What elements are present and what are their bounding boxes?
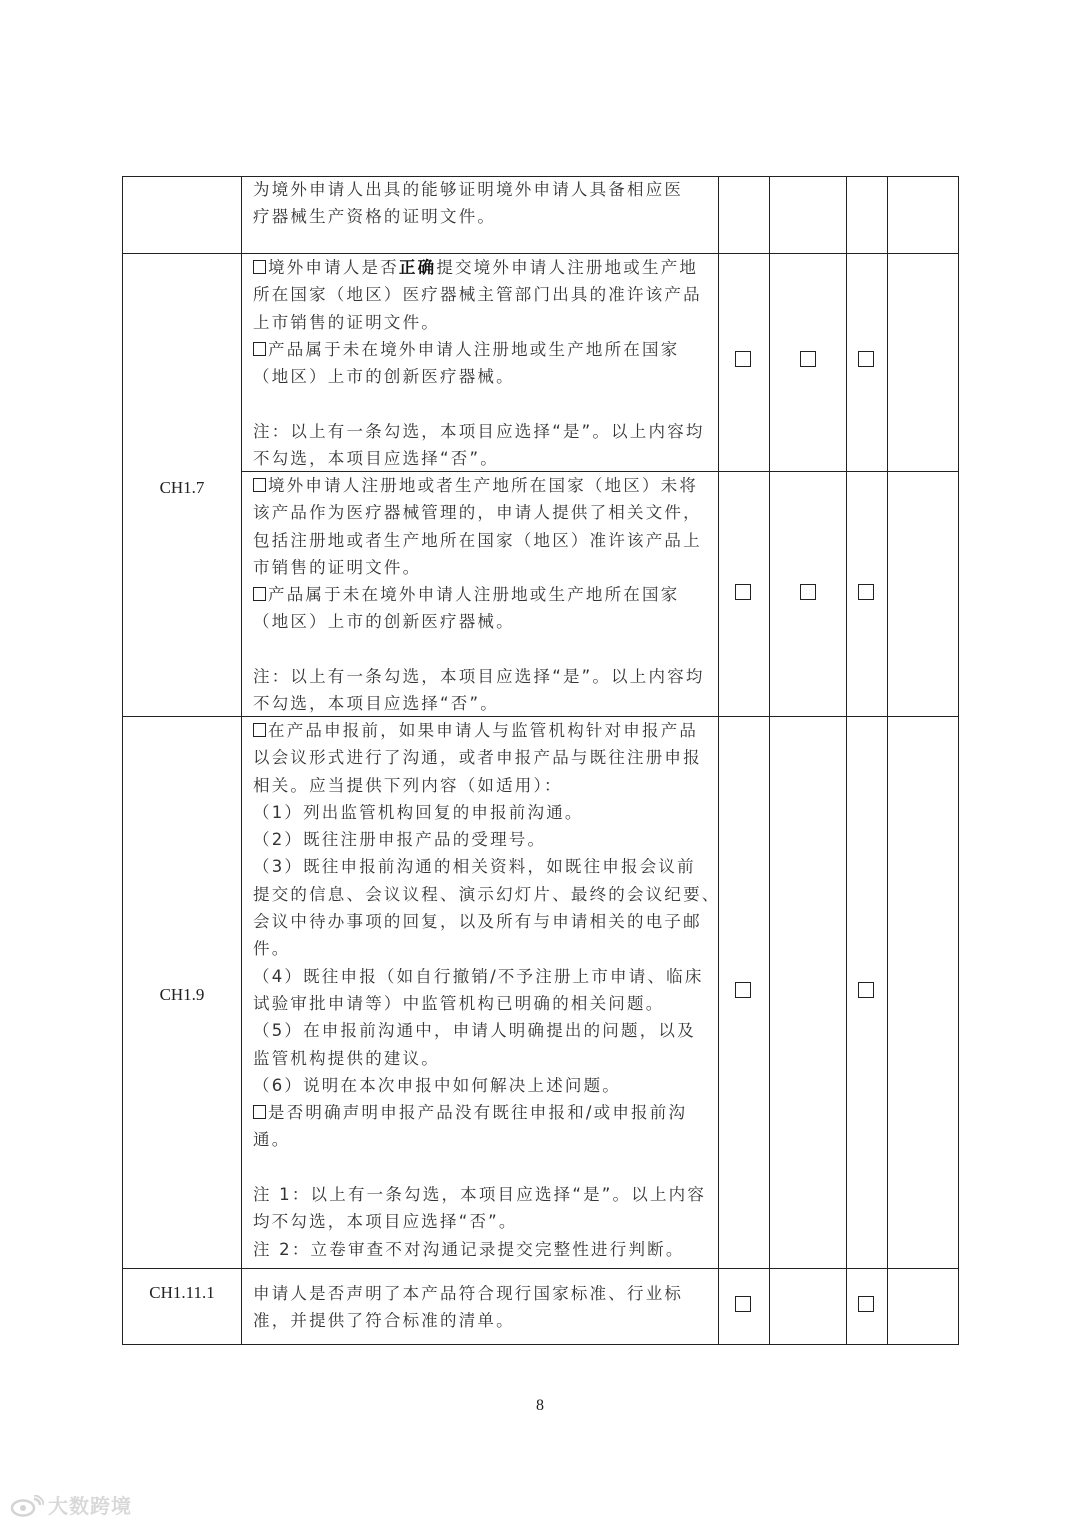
note-line: 均不勾选，本项目应选择“否”。 [253,1212,518,1232]
checkbox-col3-row3[interactable] [858,982,874,998]
text-line: 准，并提供了符合标准的清单。 [253,1311,515,1331]
checkbox-col3-row2[interactable] [858,584,874,600]
text-line: （1）列出监管机构回复的申报前沟通。 [253,802,584,822]
text-line: （5）在申报前沟通中，申请人明确提出的问题，以及 [253,1021,696,1041]
text-line: 在产品申报前，如果申请人与监管机构针对申报产品 [253,717,713,744]
item-code: CH1.7 [159,478,205,497]
text-line: 境外申请人是否正确提交境外申请人注册地或生产地 [253,254,713,281]
checkbox-col1-row3[interactable] [735,982,751,998]
weibo-logo-icon [10,1495,44,1517]
note-line: 注：以上有一条勾选，本项目应选择“是”。以上内容均 [253,667,705,687]
checkbox-col1-row4[interactable] [735,1296,751,1312]
text-line: 试验审批申请等）中监管机构已明确的相关问题。 [253,993,665,1013]
watermark-text: 大数跨境 [48,1494,132,1518]
text-line: 以会议形式进行了沟通，或者申报产品与既往注册申报 [253,748,702,768]
table-border-left [122,176,123,1344]
text-line: 通。 [253,1130,291,1150]
note-line: 不勾选，本项目应选择“否”。 [253,694,499,714]
note-line: 不勾选，本项目应选择“否”。 [253,449,499,469]
item-code: CH1.9 [159,985,205,1004]
row4-content [253,1280,713,1335]
checkbox-icon[interactable] [253,478,266,492]
watermark [10,1490,132,1519]
text-line: 相关。应当提供下列内容（如适用）： [253,775,563,795]
note-line: 注 2：立卷审查不对沟通记录提交完整性进行判断。 [253,1239,685,1259]
text-line: （3）既往申报前沟通的相关资料，如既往申报会议前 [253,857,696,877]
page-number: 8 [536,1397,544,1414]
table-border-right [958,176,959,1344]
text-line: 是否明确声明申报产品没有既往申报和/或申报前沟 [253,1099,713,1126]
text-line: （4）既往申报（如自行撤销/不予注册上市申请、临床 [253,966,704,986]
text-line: （地区）上市的创新医疗器械。 [253,612,515,632]
table-border-bottom [122,1344,959,1345]
checkbox-col3-row4[interactable] [858,1296,874,1312]
text-line: 产品属于未在境外申请人注册地或生产地所在国家 [253,581,713,608]
text-line: 件。 [253,939,291,959]
checkbox-icon[interactable] [253,587,266,601]
table-col-divider [241,176,242,1344]
text-line: 包括注册地或者生产地所在国家（地区）准许该产品上 [253,530,702,550]
row3-content [253,717,721,1263]
table-col-divider [769,176,770,1344]
text-line: 会议中待办事项的回复，以及所有与申请相关的电子邮 [253,912,702,932]
table-col-divider [887,176,888,1344]
text-line: 疗器械生产资格的证明文件。 [253,207,497,227]
checkbox-col2-row2[interactable] [800,584,816,600]
row1-content [253,254,713,472]
text-line: 该产品作为医疗器械管理的，申请人提供了相关文件， [253,503,702,523]
row-divider [122,1268,959,1269]
checkbox-icon[interactable] [253,342,266,356]
checkbox-col1-row2[interactable] [735,584,751,600]
checkbox-icon[interactable] [253,1105,266,1119]
text-line: 为境外申请人出具的能够证明境外申请人具备相应医 [253,180,684,199]
checkbox-icon[interactable] [253,723,266,737]
text-line: 申请人是否声明了本产品符合现行国家标准、行业标 [253,1284,684,1303]
checkbox-icon[interactable] [253,260,266,274]
checkbox-col3-row1[interactable] [858,351,874,367]
text-line: 所在国家（地区）医疗器械主管部门出具的准许该产品 [253,285,702,305]
note-line: 注：以上有一条勾选，本项目应选择“是”。以上内容均 [253,421,705,441]
text-line: （6）说明在本次申报中如何解决上述问题。 [253,1075,621,1095]
text-line: 监管机构提供的建议。 [253,1048,440,1068]
text-line: 上市销售的证明文件。 [253,312,440,332]
checkbox-col1-row1[interactable] [735,351,751,367]
row2-content [253,472,713,718]
row0-content [253,176,713,231]
table-col-divider [846,176,847,1344]
text-line: 市销售的证明文件。 [253,557,422,577]
text-line: 产品属于未在境外申请人注册地或生产地所在国家 [253,336,713,363]
text-line: （2）既往注册申报产品的受理号。 [253,830,547,850]
checkbox-col2-row1[interactable] [800,351,816,367]
text-line: 提交的信息、会议议程、演示幻灯片、最终的会议纪要、 [253,884,721,904]
text-line: （地区）上市的创新医疗器械。 [253,367,515,387]
item-code: CH1.11.1 [149,1283,215,1302]
text-line: 境外申请人注册地或者生产地所在国家（地区）未将 [253,472,713,499]
note-line: 注 1：以上有一条勾选，本项目应选择“是”。以上内容 [253,1185,707,1205]
table-col-divider [718,176,719,1344]
